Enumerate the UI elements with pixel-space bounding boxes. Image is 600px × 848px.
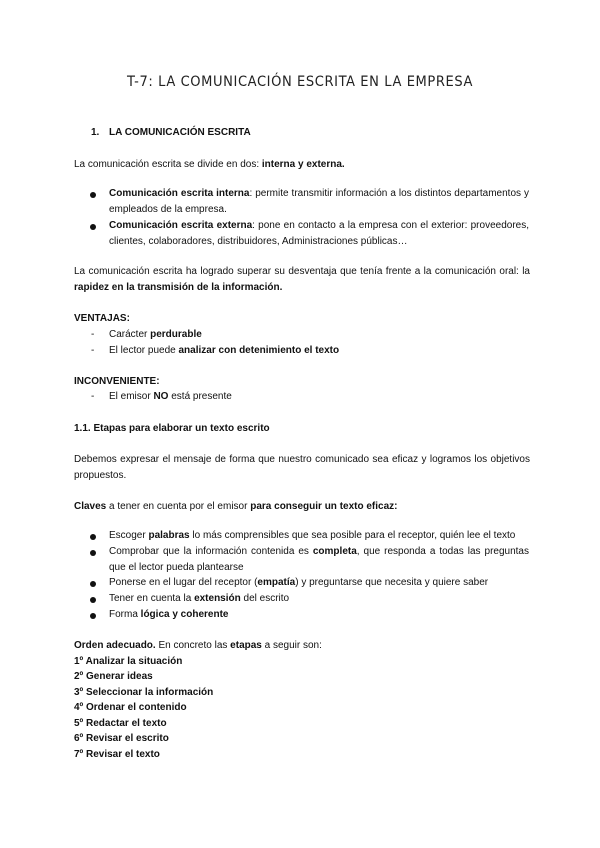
- section-1-heading: LA COMUNICACIÓN ESCRITA: [109, 127, 251, 138]
- list-item-external: Comunicación escrita externa: pone en contacto a la empresa con el exterior: proveedores, clientes, colaboradores, distribuidores, Administraciones públicas…: [109, 220, 529, 247]
- key-item: Ponerse en el lugar del receptor (empatía) y preguntarse que necesita y quiere saber: [109, 577, 489, 588]
- section-1-number: 1.: [91, 127, 100, 138]
- bullet-icon: [90, 534, 96, 540]
- key-item: Tener en cuenta la extensión del escrito: [109, 593, 290, 604]
- list-item-internal: Comunicación escrita interna: permite transmitir información a los distintos departamentos y empleados de la empresa.: [109, 188, 529, 215]
- dash-icon: -: [91, 391, 95, 402]
- deber-paragraph: Debemos expresar el mensaje de forma que nuestro comunicado sea eficaz y logramos los objetivos propuestos.: [74, 454, 530, 481]
- bullet-icon: [90, 550, 96, 556]
- step-item: 7º Revisar el texto: [74, 749, 160, 760]
- claves-paragraph: Claves a tener en cuenta por el emisor para conseguir un texto eficaz:: [74, 501, 398, 512]
- overcome-paragraph: La comunicación escrita ha logrado superar su desventaja que tenía frente a la comunicación oral: la rapidez en la transmisión de la información.: [74, 266, 530, 293]
- ventaja-item: Carácter perdurable: [109, 329, 202, 340]
- ventajas-heading: VENTAJAS:: [74, 313, 130, 324]
- key-item: Forma lógica y coherente: [109, 609, 229, 620]
- step-item: 2º Generar ideas: [74, 671, 153, 682]
- inconveniente-item: El emisor NO está presente: [109, 391, 232, 402]
- step-item: 5º Redactar el texto: [74, 718, 167, 729]
- bullet-icon: [90, 597, 96, 603]
- orden-paragraph: Orden adecuado. En concreto las etapas a seguir son:: [74, 640, 322, 651]
- step-item: 6º Revisar el escrito: [74, 733, 169, 744]
- bullet-icon: [90, 224, 96, 230]
- step-item: 4º Ordenar el contenido: [74, 702, 187, 713]
- section-1-1-heading: 1.1. Etapas para elaborar un texto escrito: [74, 423, 270, 434]
- key-item: Escoger palabras lo más comprensibles que sea posible para el receptor, quién lee el texto: [109, 530, 516, 541]
- bullet-icon: [90, 581, 96, 587]
- intro-paragraph: La comunicación escrita se divide en dos: interna y externa.: [74, 159, 345, 170]
- ventaja-item: El lector puede analizar con detenimiento el texto: [109, 345, 340, 356]
- key-item: Comprobar que la información contenida es completa, que responda a todas las preguntas que el lector pueda plantearse: [109, 546, 529, 573]
- inconveniente-heading: INCONVENIENTE:: [74, 376, 160, 387]
- dash-icon: -: [91, 345, 95, 356]
- page-title: T-7: LA COMUNICACIÓN ESCRITA EN LA EMPRESA: [126, 74, 474, 90]
- bullet-icon: [90, 192, 96, 198]
- step-item: 1º Analizar la situación: [74, 656, 183, 667]
- bullet-icon: [90, 613, 96, 619]
- dash-icon: -: [91, 329, 95, 340]
- step-item: 3º Seleccionar la información: [74, 687, 214, 698]
